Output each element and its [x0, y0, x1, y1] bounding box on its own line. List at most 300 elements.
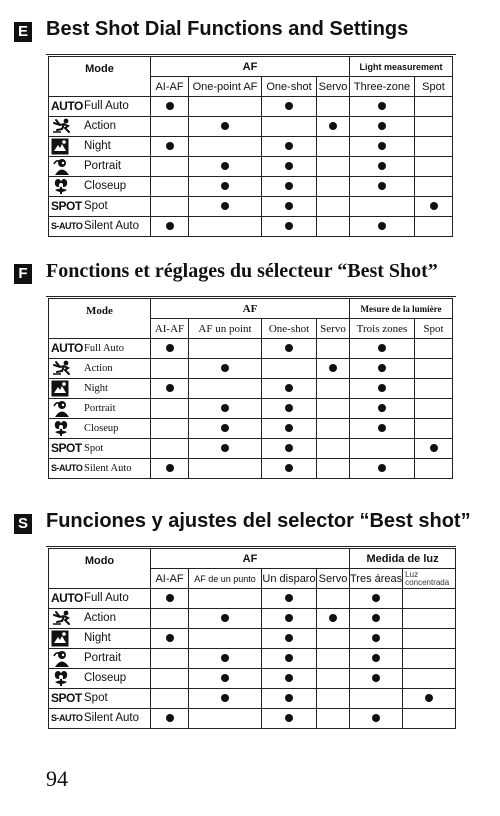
bullet-icon — [378, 344, 386, 352]
mode-label: Silent Auto — [84, 220, 139, 232]
bullet-icon — [329, 614, 337, 622]
table-row — [49, 459, 453, 479]
portrait-icon — [51, 400, 81, 417]
setting-cell — [151, 359, 189, 379]
bullet-icon — [285, 222, 293, 230]
setting-cell — [317, 359, 350, 379]
subheader-cell: AI-AF — [151, 77, 189, 97]
subheader-cell: Servo — [317, 319, 350, 339]
bullet-icon — [166, 714, 174, 722]
setting-cell — [350, 689, 403, 709]
table-row — [49, 197, 453, 217]
section-title: Funciones y ajustes del selector “Best shot” — [46, 510, 471, 532]
setting-cell — [189, 419, 262, 439]
setting-cell — [189, 689, 262, 709]
setting-cell — [262, 97, 317, 117]
bullet-icon — [425, 694, 433, 702]
table-row — [49, 339, 453, 359]
bullet-icon — [285, 464, 293, 472]
setting-cell — [189, 629, 262, 649]
light-measurement-header: Medida de luz — [350, 549, 456, 569]
bullet-icon — [285, 714, 293, 722]
table-row — [49, 359, 453, 379]
setting-cell — [317, 399, 350, 419]
setting-cell — [262, 177, 317, 197]
setting-cell — [151, 669, 189, 689]
setting-cell — [350, 399, 415, 419]
subheader-cell: Three-zone — [350, 77, 415, 97]
setting-cell — [415, 419, 453, 439]
bullet-icon — [166, 142, 174, 150]
setting-cell — [262, 339, 317, 359]
setting-cell — [317, 629, 350, 649]
setting-cell — [151, 379, 189, 399]
setting-cell — [403, 589, 456, 609]
setting-cell — [317, 157, 350, 177]
setting-cell — [151, 689, 189, 709]
mode-dial-label: SPOT — [51, 691, 82, 705]
closeup-icon — [51, 178, 81, 195]
setting-cell — [350, 117, 415, 137]
mode-label: Closeup — [84, 180, 127, 192]
setting-cell — [415, 339, 453, 359]
setting-cell — [415, 197, 453, 217]
setting-cell — [350, 459, 415, 479]
subheader-cell: Luz concentrada — [403, 569, 456, 589]
mode-cell — [49, 439, 151, 459]
table-row — [49, 379, 453, 399]
setting-cell — [415, 157, 453, 177]
bullet-icon — [221, 182, 229, 190]
setting-cell — [350, 379, 415, 399]
af-header: AF — [151, 299, 350, 319]
setting-cell — [151, 709, 189, 729]
bullet-icon — [378, 102, 386, 110]
mode-dial-label: S-AUTO — [51, 713, 83, 723]
subheader-cell: Spot — [415, 77, 453, 97]
bullet-icon — [378, 222, 386, 230]
bullet-icon — [221, 424, 229, 432]
table-row — [49, 669, 456, 689]
setting-cell — [151, 157, 189, 177]
setting-cell — [151, 629, 189, 649]
setting-cell — [262, 137, 317, 157]
setting-cell — [151, 459, 189, 479]
bullet-icon — [372, 614, 380, 622]
mode-label: Portrait — [84, 652, 122, 664]
setting-cell — [262, 379, 317, 399]
section-spanish — [0, 508, 500, 738]
mode-cell — [49, 629, 151, 649]
mode-cell — [49, 689, 151, 709]
setting-cell — [151, 217, 189, 237]
setting-cell — [350, 217, 415, 237]
mode-label: Night — [84, 383, 108, 394]
table-row — [49, 439, 453, 459]
mode-cell — [49, 339, 151, 359]
setting-cell — [317, 689, 350, 709]
setting-cell — [317, 649, 350, 669]
setting-cell — [189, 609, 262, 629]
subheader-cell: Un disparo — [262, 569, 317, 589]
setting-cell — [189, 217, 262, 237]
bullet-icon — [166, 344, 174, 352]
table-row — [49, 629, 456, 649]
bullet-icon — [285, 444, 293, 452]
table-row — [49, 137, 453, 157]
mode-cell — [49, 157, 151, 177]
mode-label: Full Auto — [84, 343, 124, 354]
setting-cell — [317, 439, 350, 459]
action-icon — [51, 610, 81, 627]
table-row — [49, 709, 456, 729]
setting-cell — [350, 609, 403, 629]
subheader-cell: One-point AF — [189, 77, 262, 97]
setting-cell — [189, 177, 262, 197]
bullet-icon — [329, 122, 337, 130]
subheader-cell: Tres áreas — [350, 569, 403, 589]
table-row — [49, 649, 456, 669]
setting-cell — [262, 709, 317, 729]
setting-cell — [151, 419, 189, 439]
bullet-icon — [430, 202, 438, 210]
mode-cell — [49, 669, 151, 689]
setting-cell — [262, 669, 317, 689]
setting-cell — [350, 177, 415, 197]
mode-label: Full Auto — [84, 592, 129, 604]
table-row — [49, 117, 453, 137]
mode-cell — [49, 419, 151, 439]
setting-cell — [317, 177, 350, 197]
setting-cell — [415, 359, 453, 379]
mode-label: Action — [84, 120, 116, 132]
setting-cell — [262, 629, 317, 649]
setting-cell — [189, 97, 262, 117]
setting-cell — [415, 399, 453, 419]
setting-cell — [350, 589, 403, 609]
setting-cell — [317, 589, 350, 609]
setting-cell — [151, 177, 189, 197]
setting-cell — [151, 197, 189, 217]
setting-cell — [189, 709, 262, 729]
setting-cell — [350, 629, 403, 649]
title-rule — [46, 296, 456, 297]
subheader-cell: Servo — [317, 569, 350, 589]
mode-label: Silent Auto — [84, 463, 132, 474]
setting-cell — [403, 709, 456, 729]
bullet-icon — [285, 182, 293, 190]
mode-label: Closeup — [84, 423, 119, 434]
mode-label: Portrait — [84, 403, 116, 414]
language-badge: F — [14, 264, 32, 284]
setting-cell — [262, 419, 317, 439]
mode-cell — [49, 649, 151, 669]
mode-dial-label: AUTO — [51, 99, 83, 113]
mode-label: Silent Auto — [84, 712, 139, 724]
mode-label: Action — [84, 363, 113, 374]
mode-dial-label: S-AUTO — [51, 221, 83, 231]
setting-cell — [403, 689, 456, 709]
portrait-icon — [51, 158, 81, 175]
setting-cell — [415, 137, 453, 157]
bullet-icon — [285, 102, 293, 110]
subheader-cell: Spot — [415, 319, 453, 339]
setting-cell — [403, 629, 456, 649]
title-rule — [46, 546, 456, 547]
bullet-icon — [221, 614, 229, 622]
setting-cell — [350, 359, 415, 379]
mode-cell — [49, 589, 151, 609]
bullet-icon — [166, 594, 174, 602]
bullet-icon — [285, 404, 293, 412]
subheader-cell: AI-AF — [151, 569, 189, 589]
bullet-icon — [166, 102, 174, 110]
mode-cell — [49, 359, 151, 379]
setting-cell — [262, 117, 317, 137]
table-row — [49, 157, 453, 177]
setting-cell — [151, 137, 189, 157]
language-badge: S — [14, 514, 32, 534]
setting-cell — [189, 379, 262, 399]
mode-cell — [49, 197, 151, 217]
setting-cell — [415, 117, 453, 137]
mode-cell — [49, 609, 151, 629]
setting-cell — [317, 459, 350, 479]
setting-cell — [317, 97, 350, 117]
bullet-icon — [378, 364, 386, 372]
table-row — [49, 97, 453, 117]
section-title: Fonctions et réglages du sélecteur “Best Shot” — [46, 260, 438, 282]
mode-label: Spot — [84, 200, 108, 212]
setting-cell — [262, 157, 317, 177]
section-title: Best Shot Dial Functions and Settings — [46, 18, 409, 40]
mode-dial-label: AUTO — [51, 591, 83, 605]
language-badge: E — [14, 22, 32, 42]
subheader-cell: AF de un punto — [189, 569, 262, 589]
bullet-icon — [378, 464, 386, 472]
mode-dial-label: SPOT — [51, 441, 82, 455]
subheader-cell: One-shot — [262, 77, 317, 97]
mode-label: Action — [84, 612, 116, 624]
setting-cell — [262, 439, 317, 459]
setting-cell — [317, 419, 350, 439]
bullet-icon — [166, 634, 174, 642]
bullet-icon — [285, 694, 293, 702]
setting-cell — [350, 339, 415, 359]
mode-label: Night — [84, 140, 111, 152]
subheader-cell: AF un point — [189, 319, 262, 339]
mode-cell — [49, 399, 151, 419]
setting-cell — [189, 669, 262, 689]
setting-cell — [151, 589, 189, 609]
setting-cell — [317, 709, 350, 729]
mode-cell — [49, 379, 151, 399]
night-icon — [51, 630, 81, 647]
setting-cell — [189, 589, 262, 609]
setting-cell — [262, 399, 317, 419]
bullet-icon — [372, 654, 380, 662]
mode-dial-label: AUTO — [51, 341, 83, 355]
page-number: 94 — [46, 766, 68, 791]
light-measurement-header: Mesure de la lumière — [350, 299, 453, 319]
bullet-icon — [221, 674, 229, 682]
setting-cell — [317, 379, 350, 399]
light-measurement-header: Light measurement — [350, 57, 453, 77]
setting-cell — [350, 439, 415, 459]
bullet-icon — [285, 674, 293, 682]
setting-cell — [415, 97, 453, 117]
setting-cell — [403, 609, 456, 629]
bullet-icon — [285, 202, 293, 210]
setting-cell — [262, 589, 317, 609]
mode-label: Portrait — [84, 160, 122, 172]
bullet-icon — [221, 122, 229, 130]
bullet-icon — [221, 444, 229, 452]
setting-cell — [317, 197, 350, 217]
mode-header: Mode — [49, 299, 151, 339]
setting-cell — [262, 689, 317, 709]
bullet-icon — [378, 424, 386, 432]
setting-cell — [403, 649, 456, 669]
setting-cell — [189, 649, 262, 669]
subheader-cell: AI-AF — [151, 319, 189, 339]
mode-cell — [49, 459, 151, 479]
setting-cell — [262, 197, 317, 217]
setting-cell — [151, 117, 189, 137]
bullet-icon — [221, 404, 229, 412]
setting-cell — [189, 157, 262, 177]
bullet-icon — [166, 384, 174, 392]
setting-cell — [415, 177, 453, 197]
setting-cell — [350, 97, 415, 117]
bullet-icon — [329, 364, 337, 372]
mode-cell — [49, 177, 151, 197]
table-row — [49, 399, 453, 419]
action-icon — [51, 118, 81, 135]
table-row — [49, 177, 453, 197]
mode-dial-label: S-AUTO — [51, 463, 83, 473]
subheader-cell: One-shot — [262, 319, 317, 339]
af-header: AF — [151, 549, 350, 569]
setting-cell — [151, 439, 189, 459]
setting-cell — [189, 117, 262, 137]
settings-table — [48, 548, 456, 729]
subheader-cell: Servo — [317, 77, 350, 97]
bullet-icon — [285, 634, 293, 642]
closeup-icon — [51, 420, 81, 437]
setting-cell — [350, 709, 403, 729]
section-french — [0, 258, 500, 488]
setting-cell — [350, 649, 403, 669]
settings-table — [48, 56, 453, 237]
setting-cell — [350, 137, 415, 157]
table-row — [49, 217, 453, 237]
bullet-icon — [372, 674, 380, 682]
title-rule — [46, 54, 456, 55]
bullet-icon — [430, 444, 438, 452]
setting-cell — [262, 217, 317, 237]
bullet-icon — [378, 384, 386, 392]
mode-cell — [49, 709, 151, 729]
bullet-icon — [285, 162, 293, 170]
mode-header: Modo — [49, 549, 151, 589]
setting-cell — [189, 137, 262, 157]
mode-label: Full Auto — [84, 100, 129, 112]
mode-dial-label: SPOT — [51, 199, 82, 213]
setting-cell — [317, 669, 350, 689]
portrait-icon — [51, 650, 81, 667]
setting-cell — [415, 439, 453, 459]
setting-cell — [317, 137, 350, 157]
setting-cell — [262, 609, 317, 629]
mode-cell — [49, 97, 151, 117]
setting-cell — [189, 439, 262, 459]
bullet-icon — [221, 694, 229, 702]
setting-cell — [189, 459, 262, 479]
setting-cell — [403, 669, 456, 689]
setting-cell — [189, 399, 262, 419]
af-header: AF — [151, 57, 350, 77]
settings-table — [48, 298, 453, 479]
bullet-icon — [285, 614, 293, 622]
bullet-icon — [378, 122, 386, 130]
setting-cell — [151, 649, 189, 669]
setting-cell — [415, 217, 453, 237]
bullet-icon — [221, 202, 229, 210]
bullet-icon — [221, 654, 229, 662]
bullet-icon — [221, 162, 229, 170]
setting-cell — [350, 669, 403, 689]
mode-label: Closeup — [84, 672, 127, 684]
setting-cell — [415, 379, 453, 399]
setting-cell — [189, 197, 262, 217]
setting-cell — [350, 419, 415, 439]
bullet-icon — [285, 142, 293, 150]
setting-cell — [350, 197, 415, 217]
bullet-icon — [285, 344, 293, 352]
setting-cell — [189, 359, 262, 379]
bullet-icon — [378, 182, 386, 190]
closeup-icon — [51, 670, 81, 687]
bullet-icon — [166, 464, 174, 472]
bullet-icon — [285, 424, 293, 432]
setting-cell — [350, 157, 415, 177]
mode-header: Mode — [49, 57, 151, 97]
bullet-icon — [285, 594, 293, 602]
setting-cell — [317, 339, 350, 359]
table-row — [49, 609, 456, 629]
bullet-icon — [378, 162, 386, 170]
setting-cell — [262, 649, 317, 669]
mode-cell — [49, 117, 151, 137]
setting-cell — [415, 459, 453, 479]
setting-cell — [151, 399, 189, 419]
mode-cell — [49, 217, 151, 237]
subheader-cell: Trois zones — [350, 319, 415, 339]
bullet-icon — [285, 384, 293, 392]
bullet-icon — [372, 594, 380, 602]
bullet-icon — [166, 222, 174, 230]
setting-cell — [262, 459, 317, 479]
mode-label: Night — [84, 632, 111, 644]
night-icon — [51, 138, 81, 155]
setting-cell — [151, 97, 189, 117]
setting-cell — [151, 609, 189, 629]
bullet-icon — [372, 634, 380, 642]
bullet-icon — [378, 404, 386, 412]
mode-label: Spot — [84, 692, 108, 704]
bullet-icon — [372, 714, 380, 722]
